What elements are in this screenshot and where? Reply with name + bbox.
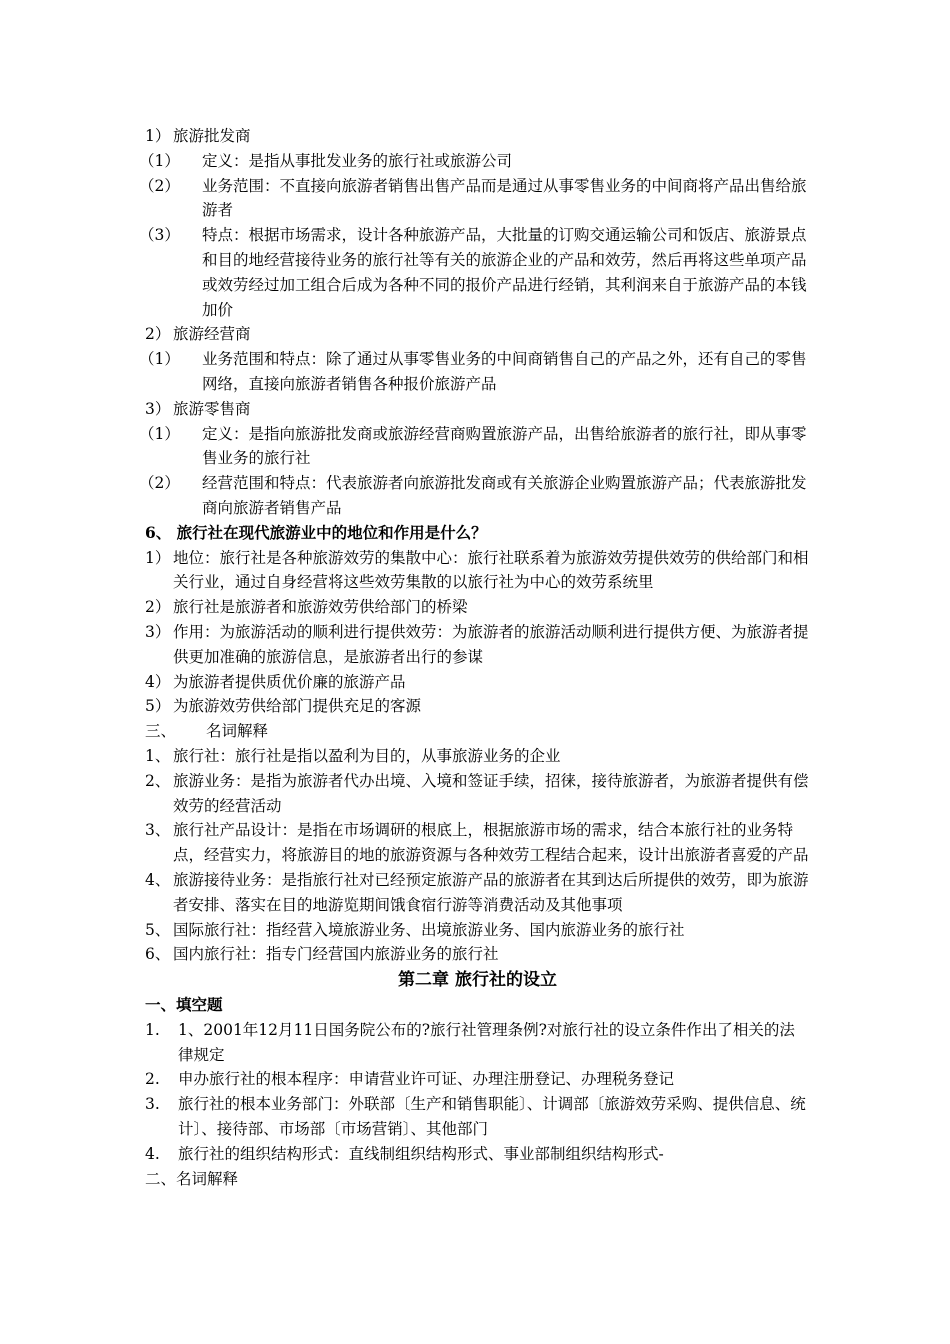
definition-item <box>145 818 810 868</box>
numbered-item <box>145 124 810 149</box>
item-marker: （2） <box>139 176 180 195</box>
numbered-item <box>145 397 810 422</box>
item-marker: （1） <box>139 151 180 170</box>
item-text: 业务范围和特点：除了通过从事零售业务的中间商销售自己的产品之外，还有自己的零售网络，直接向旅游者销售各种报价旅游产品 <box>202 350 807 393</box>
item-marker: 2. <box>145 1070 160 1089</box>
item-text: 经营范围和特点：代表旅游者向旅游批发商或有关旅游企业购置旅游产品；代表旅游批发商向旅游者销售产品 <box>202 474 807 517</box>
chapter-title: 第二章 旅行社的设立 <box>398 970 557 991</box>
item-text: 旅行社产品设计：是指在市场调研的根底上，根据旅游市场的需求，结合本旅行社的业务特点，经营实力，将旅游目的地的旅游资源与各种效劳工程结合起来，设计出旅游者喜爱的产品 <box>173 821 809 865</box>
fill-blank-item <box>145 1142 810 1167</box>
item-marker: 4、 <box>145 870 171 889</box>
item-marker: 2、 <box>145 771 171 790</box>
item-marker: （3） <box>139 226 180 245</box>
item-text: 定义：是指从事批发业务的旅行社或旅游公司 <box>202 151 513 170</box>
item-marker: （1） <box>139 424 180 443</box>
definition-item <box>145 744 810 769</box>
definition-item <box>145 942 810 967</box>
item-marker: （2） <box>139 474 180 493</box>
item-marker: 6、 <box>145 945 171 964</box>
numbered-item <box>145 670 810 695</box>
sub-item <box>139 471 810 521</box>
item-text: 作用：为旅游活动的顺利进行提供效劳：为旅游者的旅游活动顺利进行提供方便、为旅游者提供更加准确的旅游信息，是旅游者出行的参谋 <box>173 622 809 666</box>
document-page <box>139 124 810 1191</box>
item-marker: 3. <box>145 1095 160 1114</box>
item-text: 特点：根据市场需求，设计各种旅游产品，大批量的订购交通运输公司和饭店、旅游景点和目的地经营接待业务的旅行社等有关的旅游企业的产品和效劳，然后再将这些单项产品或效劳经过加工组合后成为各种不同的报价产品进行经销，其利润来自于旅游产品的本钱加价 <box>202 226 807 319</box>
item-text: 旅游批发商 <box>173 127 251 145</box>
item-text: 旅行社的根本业务部门：外联部〔生产和销售职能〕、计调部〔旅游效劳采购、提供信息、统计〕、接待部、市场部〔市场营销〕、其他部门 <box>178 1095 806 1139</box>
numbered-item <box>145 546 810 596</box>
item-text: 业务范围：不直接向旅游者销售出售产品而是通过从事零售业务的中间商将产品出售给旅游者 <box>202 176 807 220</box>
definition-item <box>145 918 810 943</box>
item-marker: 2） <box>145 598 171 617</box>
section-heading: 二、名词解释 <box>145 1169 239 1188</box>
section-number: 三、 <box>145 722 177 741</box>
item-text: 为旅游者提供质优价廉的旅游产品 <box>173 672 406 691</box>
item-marker: 1） <box>145 127 171 145</box>
item-text: 旅行社是旅游者和旅游效劳供给部门的桥梁 <box>173 598 468 617</box>
item-text: 定义：是指向旅游批发商或旅游经营商购置旅游产品，出售给旅游者的旅行社，即从事零售业务的旅行社 <box>202 424 807 468</box>
section-heading: 一、填空题 <box>145 995 223 1015</box>
item-text: 地位：旅行社是各种旅游效劳的集散中心：旅行社联系着为旅游效劳提供效劳的供给部门和相关行业，通过自身经营将这些效劳集散的以旅行社为中心的效劳系统里 <box>173 548 809 592</box>
item-marker: 3、 <box>145 821 171 840</box>
item-text: 旅行社的组织结构形式：直线制组织结构形式、事业部制组织结构形式- <box>178 1144 664 1163</box>
item-text: 国内旅行社：指专门经营国内旅游业务的旅行社 <box>173 945 499 964</box>
item-marker: 1. <box>145 1020 160 1039</box>
item-marker: 4） <box>145 672 171 691</box>
item-text: 旅游零售商 <box>173 399 251 418</box>
numbered-item <box>145 595 810 620</box>
item-text: 申办旅行社的根本程序：申请营业许可证、办理注册登记、办理税务登记 <box>178 1070 675 1089</box>
fill-blank-item <box>145 1018 810 1068</box>
sub-item <box>139 347 810 397</box>
numbered-item <box>145 620 810 670</box>
item-text: 旅游接待业务：是指旅行社对已经预定旅游产品的旅游者在其到达后所提供的效劳，即为旅游者安排、落实在目的地游览期间饿食宿行游等消费活动及其他事项 <box>173 870 809 914</box>
numbered-item <box>145 322 810 347</box>
sub-item <box>139 174 810 224</box>
item-text: 1、2001年12月11日国务院公布的?旅行社管理条例?对旅行社的设立条件作出了相关的法律规定 <box>178 1020 795 1064</box>
sub-item <box>139 223 810 322</box>
item-text: 旅行社：旅行社是指以盈利为目的，从事旅游业务的企业 <box>173 746 561 765</box>
section-heading <box>145 719 810 744</box>
fill-blank-item <box>145 1092 810 1142</box>
item-marker: 3） <box>145 399 171 418</box>
numbered-item <box>145 694 810 719</box>
item-marker: 2） <box>145 325 171 344</box>
section-heading: 6、 旅行社在现代旅游业中的地位和作用是什么？ <box>145 522 487 542</box>
item-marker: 5） <box>145 697 171 716</box>
sub-item <box>139 149 810 174</box>
definition-item <box>145 769 810 819</box>
item-marker: 1、 <box>145 746 171 765</box>
item-marker: 4. <box>145 1144 160 1163</box>
item-text: 国际旅行社：指经营入境旅游业务、出境旅游业务、国内旅游业务的旅行社 <box>173 920 685 939</box>
item-marker: 3） <box>145 622 171 641</box>
item-text: 旅游业务：是指为旅游者代办出境、入境和签证手续，招徕，接待旅游者，为旅游者提供有偿效劳的经营活动 <box>173 771 809 815</box>
item-marker: （1） <box>139 350 180 369</box>
item-text: 旅游经营商 <box>173 325 251 344</box>
item-text: 为旅游效劳供给部门提供充足的客源 <box>173 697 422 716</box>
fill-blank-item <box>145 1067 810 1092</box>
item-marker: 5、 <box>145 920 171 939</box>
definition-item <box>145 868 810 918</box>
item-marker: 1） <box>145 548 171 567</box>
sub-item <box>139 422 810 472</box>
section-label: 名词解释 <box>206 722 269 741</box>
